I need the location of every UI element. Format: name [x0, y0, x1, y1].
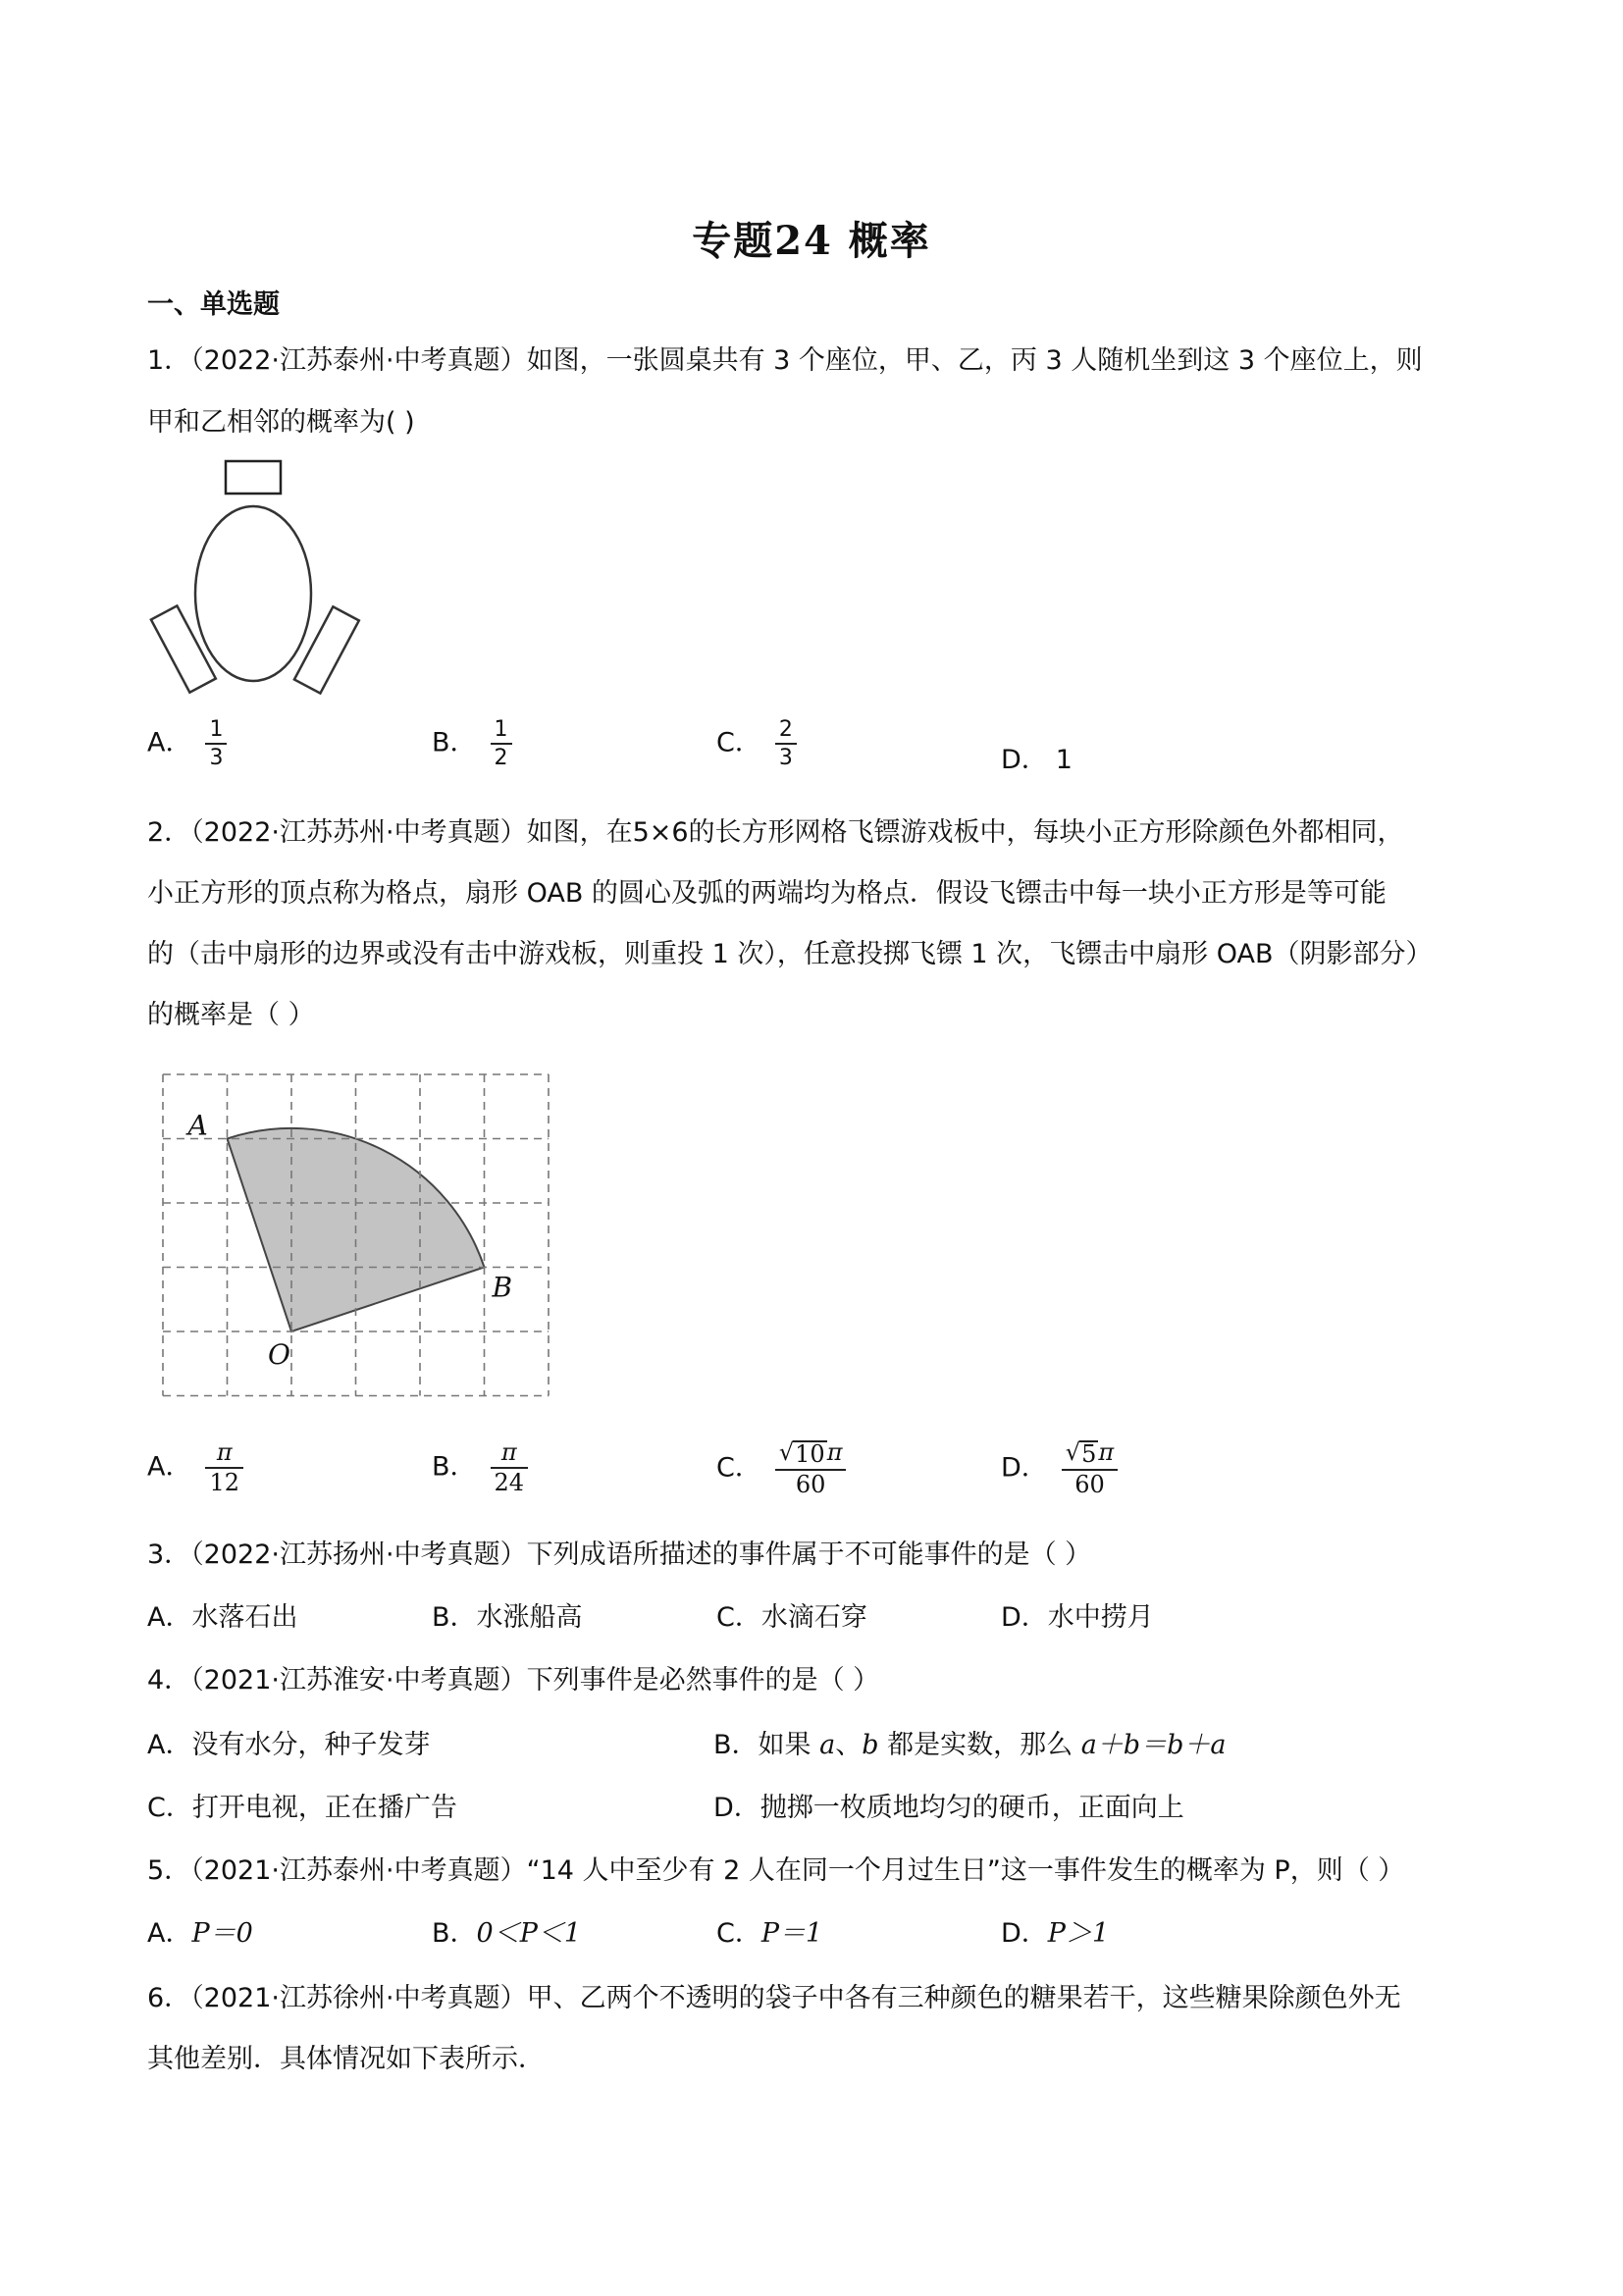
q1-option-a[interactable]: A． $\frac{1}{3}$: [147, 718, 227, 769]
question-text: 下列事件是必然事件的是（ ）: [526, 1665, 880, 1696]
q3-option-a[interactable]: A．水落石出: [147, 1602, 298, 1633]
q2-option-a[interactable]: A． $\frac{\pi}{12}$: [147, 1440, 243, 1495]
q2-option-d[interactable]: D． √ 5 π 60: [1001, 1440, 1118, 1497]
q4-option-c[interactable]: C．打开电视，正在播广告: [147, 1793, 457, 1823]
seat-right-icon: [294, 606, 359, 693]
dartboard-grid-figure: [147, 1060, 569, 1413]
sqrt-expression: √ 10: [778, 1438, 825, 1468]
question-text: 下列成语所描述的事件属于不可能事件的是（ ）: [526, 1539, 1092, 1570]
fraction: √ 5 π 60: [1062, 1440, 1118, 1497]
table-ellipse-icon: [195, 506, 311, 681]
point-label-a: A: [187, 1109, 208, 1142]
q4-option-d[interactable]: D．抛掷一枚质地均匀的硬币，正面向上: [713, 1793, 1184, 1823]
q4-option-b[interactable]: B．如果 a、b 都是实数，那么 a＋b＝b＋a: [713, 1730, 1227, 1760]
question-text: 如图，一张圆桌共有 3 个座位，甲、乙，丙 3 人随机坐到这 3 个座位上，则: [526, 345, 1423, 376]
point-label-o: O: [268, 1338, 290, 1371]
question-number: 6．: [147, 1983, 191, 2013]
seat-left-icon: [151, 605, 216, 692]
q2-option-c[interactable]: C． √ 10 π 60: [716, 1440, 846, 1497]
fraction: $\frac{2}{3}$: [775, 718, 797, 769]
q1-option-b[interactable]: B． $\frac{1}{2}$: [432, 718, 512, 769]
question-number: 1．: [147, 345, 191, 376]
fraction: $\frac{\pi}{12}$: [205, 1440, 243, 1495]
question-source: （2022·江苏泰州·中考真题）: [190, 345, 527, 376]
question-number: 3．: [147, 1539, 191, 1570]
question-1-line-2: 甲和乙相邻的概率为( ): [147, 407, 415, 438]
question-text: 甲、乙两个不透明的袋子中各有三种颜色的糖果若干，这些糖果除颜色外无: [526, 1983, 1401, 2013]
point-label-b: B: [492, 1271, 513, 1304]
question-6-line-1: [147, 1976, 1401, 2014]
question-2-line-2: 小正方形的顶点称为格点，扇形 OAB 的圆心及弧的两端均为格点．假设飞镖击中每一块小正方形是等可能: [147, 878, 1387, 909]
q1-option-c[interactable]: C． $\frac{2}{3}$: [716, 718, 797, 769]
question-text: “14 人中至少有 2 人在同一个月过生日”这一事件发生的概率为 P，则（ ）: [526, 1855, 1405, 1886]
math-expression: a＋b＝b＋a: [1080, 1730, 1227, 1760]
q5-option-b[interactable]: B．0＜P＜1: [432, 1918, 582, 1949]
q5-option-a[interactable]: A．P＝0: [147, 1918, 253, 1949]
q5-option-d[interactable]: D．P＞1: [1001, 1918, 1110, 1949]
fraction: $\frac{1}{3}$: [205, 718, 227, 769]
question-5-line-1: [147, 1849, 1404, 1887]
q3-option-c[interactable]: C．水滴石穿: [716, 1602, 867, 1633]
fraction: $\frac{\pi}{24}$: [491, 1440, 529, 1495]
question-source: （2021·江苏泰州·中考真题）: [190, 1855, 527, 1886]
fraction: √ 10 π 60: [775, 1440, 847, 1497]
question-6-line-2: 其他差别．具体情况如下表所示．: [147, 2044, 545, 2074]
question-source: （2021·江苏淮安·中考真题）: [190, 1665, 527, 1696]
question-number: 5．: [147, 1855, 191, 1886]
page-title: 专题24 概率: [692, 218, 931, 264]
question-3-line-1: [147, 1533, 1091, 1571]
seat-top-icon: [226, 461, 281, 494]
q3-option-b[interactable]: B．水涨船高: [432, 1602, 583, 1633]
round-table-figure: [145, 453, 371, 699]
question-source: （2022·江苏扬州·中考真题）: [190, 1539, 527, 1570]
q4-option-a[interactable]: A．没有水分，种子发芽: [147, 1730, 431, 1760]
question-2-line-3: 的（击中扇形的边界或没有击中游戏板，则重投 1 次），任意投掷飞镖 1 次，飞镖击中扇形 OAB（阴影部分）: [147, 939, 1433, 969]
question-source: （2022·江苏苏州·中考真题）: [190, 817, 527, 848]
section-heading: 一、单选题: [147, 289, 280, 320]
question-2-line-4: 的概率是（ ）: [147, 1000, 315, 1030]
question-number: 4．: [147, 1665, 191, 1696]
q3-option-d[interactable]: D．水中捞月: [1001, 1602, 1154, 1633]
q2-option-b[interactable]: B． $\frac{\pi}{24}$: [432, 1440, 528, 1495]
question-2-line-1: [147, 810, 1404, 849]
question-source: （2021·江苏徐州·中考真题）: [190, 1983, 527, 2013]
sqrt-expression: √ 5: [1065, 1438, 1097, 1468]
question-number: 2．: [147, 817, 191, 848]
q1-option-d[interactable]: D． 1: [1001, 745, 1073, 775]
q5-option-c[interactable]: C．P＝1: [716, 1918, 823, 1949]
question-4-line-1: [147, 1658, 879, 1696]
question-1-line-1: [147, 339, 1423, 377]
question-text: 如图，在5×6的长方形网格飞镖游戏板中，每块小正方形除颜色外都相同，: [526, 817, 1404, 848]
fraction: $\frac{1}{2}$: [491, 718, 512, 769]
